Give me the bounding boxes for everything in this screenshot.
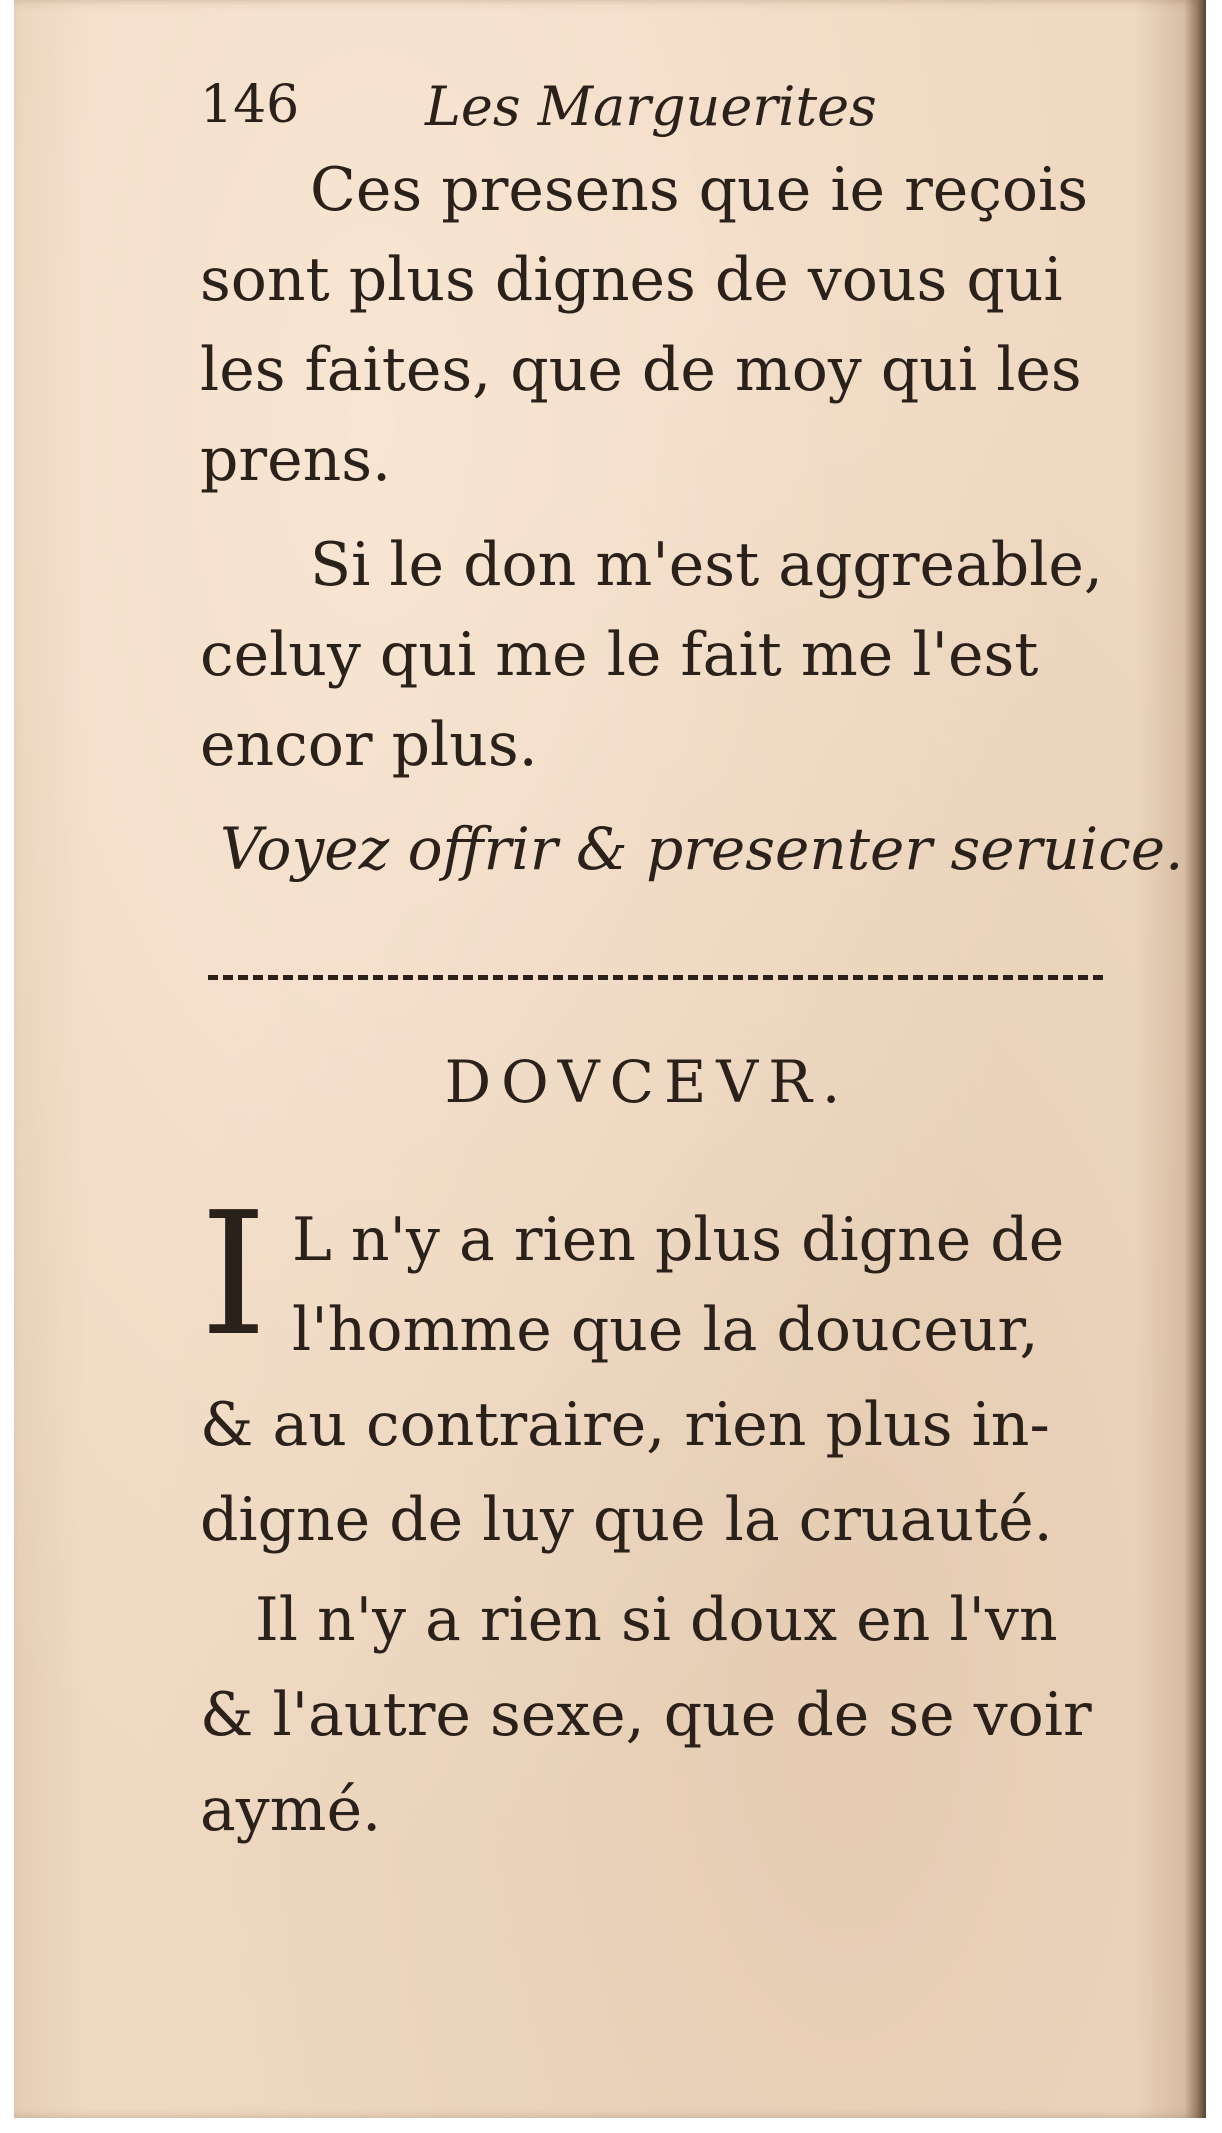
text-line: & l'autre sexe, que de se voir xyxy=(200,1680,1092,1750)
page-number: 146 xyxy=(200,75,300,135)
text-line: aymé. xyxy=(200,1775,382,1845)
text-line: & au contraire, rien plus in- xyxy=(200,1390,1050,1460)
text-line: celuy qui me le fait me l'est xyxy=(200,620,1039,690)
text-line: les faites, que de moy qui les xyxy=(200,335,1082,405)
section-divider xyxy=(208,975,1103,980)
running-title: Les Marguerites xyxy=(425,75,877,138)
text-line: Si le don m'est aggreable, xyxy=(310,530,1103,600)
text-line: l'homme que la douceur, xyxy=(292,1295,1039,1365)
drop-cap: I xyxy=(200,1176,268,1374)
text-line: prens. xyxy=(200,425,392,495)
cross-reference: Voyez offrir & presenter seruice. xyxy=(220,815,1184,883)
text-line: digne de luy que la cruauté. xyxy=(200,1485,1053,1555)
section-heading: DOVCEVR. xyxy=(444,1048,851,1116)
text-line: sont plus dignes de vous qui xyxy=(200,245,1063,315)
text-line: Il n'y a rien si doux en l'vn xyxy=(255,1585,1058,1655)
page-edge-shadow xyxy=(1184,0,1206,2118)
text-line: L n'y a rien plus digne de xyxy=(292,1205,1065,1275)
text-line: Ces presens que ie reçois xyxy=(310,155,1088,225)
text-line: encor plus. xyxy=(200,710,538,780)
